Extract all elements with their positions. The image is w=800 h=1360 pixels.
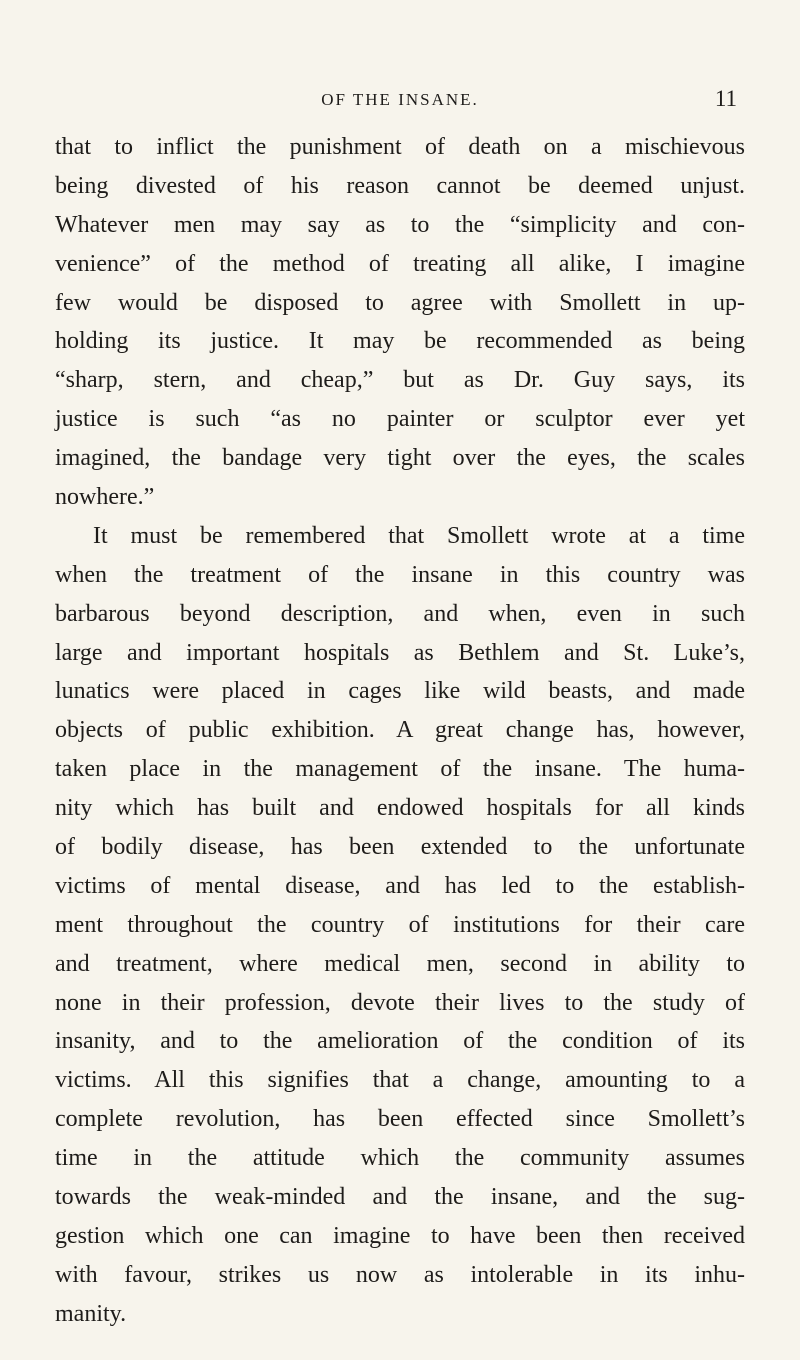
running-title: OF THE INSANE.	[321, 90, 479, 109]
text-line: imagined, the bandage very tight over the eyes, the scales	[55, 445, 745, 472]
text-line: and treatment, where medical men, second in ability to	[55, 950, 745, 977]
text-line: lunatics were placed in cages like wild beasts, and made	[55, 678, 745, 705]
text-line: objects of public exhibition. A great change has, however,	[55, 717, 745, 744]
text-line: nowhere.”	[55, 484, 155, 511]
page-number: 11	[714, 86, 737, 111]
text-line: being divested of his reason cannot be deemed unjust.	[55, 172, 745, 199]
text-line: holding its justice. It may be recommended as being	[55, 328, 745, 355]
text-line: venience” of the method of treating all alike, I imagine	[55, 250, 745, 277]
text-line: when the treatment of the insane in this country was	[55, 561, 745, 588]
text-line: large and important hospitals as Bethlem and St. Luke’s,	[55, 639, 745, 666]
text-line: time in the attitude which the community assumes	[55, 1145, 745, 1172]
text-line: taken place in the management of the insane. The huma-	[55, 756, 745, 783]
body-text	[55, 128, 745, 1334]
text-line: It must be remembered that Smollett wrote at a time	[93, 522, 745, 549]
text-line: with favour, strikes us now as intolerable in its inhu-	[55, 1261, 745, 1288]
text-line: of bodily disease, has been extended to the unfortunate	[55, 834, 745, 861]
text-line: few would be disposed to agree with Smollett in up-	[55, 289, 745, 316]
text-line: barbarous beyond description, and when, even in such	[55, 600, 745, 627]
running-head	[60, 86, 740, 116]
text-line: manity.	[55, 1300, 127, 1327]
text-line: Whatever men may say as to the “simplicity and con-	[55, 211, 745, 238]
text-line: gestion which one can imagine to have been then received	[55, 1222, 745, 1249]
text-line: insanity, and to the amelioration of the condition of its	[55, 1028, 745, 1055]
text-line: victims of mental disease, and has led to the establish-	[55, 872, 745, 899]
text-line: complete revolution, has been effected since Smollett’s	[55, 1106, 745, 1133]
text-line: towards the weak-minded and the insane, and the sug-	[55, 1184, 745, 1211]
text-line: “sharp, stern, and cheap,” but as Dr. Guy says, its	[55, 367, 745, 394]
text-line: nity which has built and endowed hospitals for all kinds	[55, 795, 745, 822]
text-line: that to inflict the punishment of death on a mischievous	[55, 134, 745, 160]
text-line: none in their profession, devote their lives to the study of	[55, 989, 745, 1016]
text-line: justice is such “as no painter or sculptor ever yet	[55, 406, 745, 433]
text-line: ment throughout the country of institutions for their care	[55, 911, 745, 938]
text-line: victims. All this signifies that a change, amounting to a	[55, 1067, 745, 1094]
